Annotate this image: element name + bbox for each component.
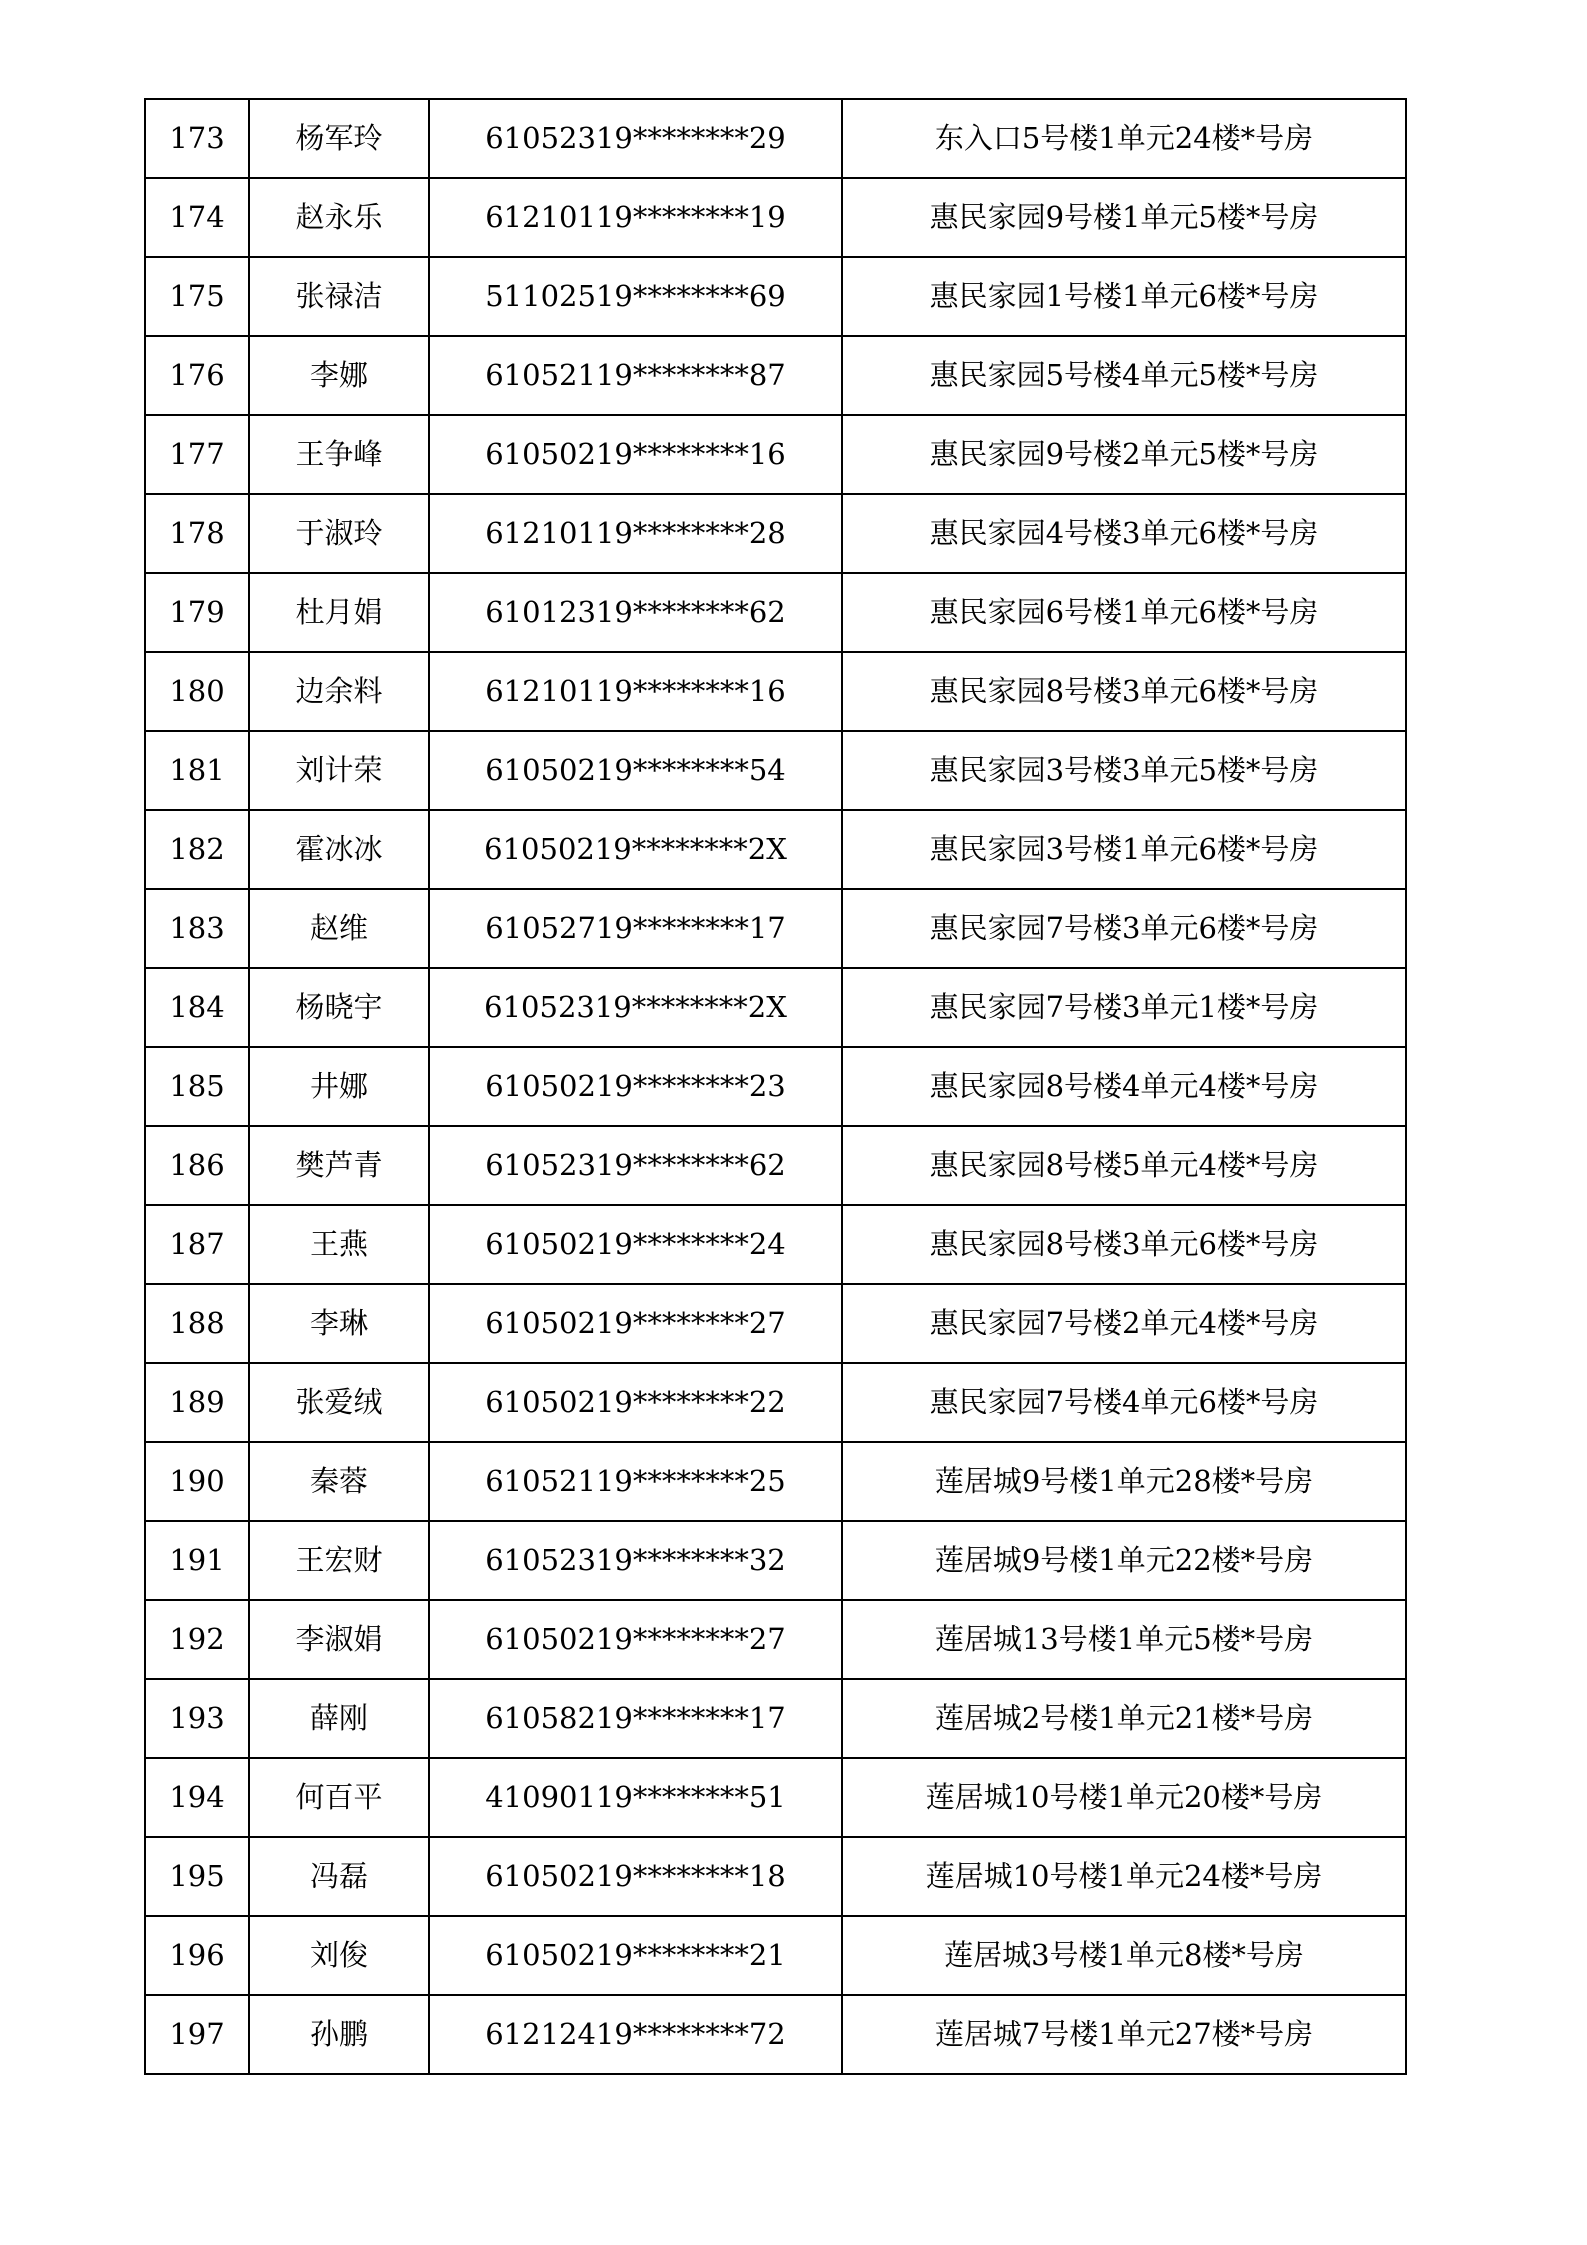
table-row [145,1047,1406,1126]
seq-cell: 174 [145,178,249,257]
name-cell: 赵永乐 [249,178,429,257]
id-number-cell: 61052319********29 [429,99,842,178]
table-row [145,336,1406,415]
id-number-cell: 61050219********18 [429,1837,842,1916]
id-number-cell: 51102519********69 [429,257,842,336]
id-number-cell: 61052119********87 [429,336,842,415]
id-number-cell: 61058219********17 [429,1679,842,1758]
table-row [145,731,1406,810]
seq-cell: 192 [145,1600,249,1679]
seq-cell: 183 [145,889,249,968]
seq-cell: 180 [145,652,249,731]
address-cell: 惠民家园7号楼3单元1楼*号房 [842,968,1406,1047]
address-cell: 莲居城10号楼1单元24楼*号房 [842,1837,1406,1916]
name-cell: 何百平 [249,1758,429,1837]
seq-cell: 182 [145,810,249,889]
name-cell: 边余料 [249,652,429,731]
address-cell: 莲居城13号楼1单元5楼*号房 [842,1600,1406,1679]
address-cell: 惠民家园1号楼1单元6楼*号房 [842,257,1406,336]
name-cell: 王燕 [249,1205,429,1284]
table-row [145,257,1406,336]
table-row [145,1442,1406,1521]
id-number-cell: 61210119********28 [429,494,842,573]
roster-table-body [145,99,1406,2074]
address-cell: 惠民家园6号楼1单元6楼*号房 [842,573,1406,652]
name-cell: 赵维 [249,889,429,968]
table-row [145,1284,1406,1363]
id-number-cell: 61210119********19 [429,178,842,257]
id-number-cell: 61210119********16 [429,652,842,731]
id-number-cell: 61050219********22 [429,1363,842,1442]
document-page [144,98,1405,2075]
name-cell: 刘俊 [249,1916,429,1995]
seq-cell: 191 [145,1521,249,1600]
name-cell: 李琳 [249,1284,429,1363]
table-row [145,1521,1406,1600]
id-number-cell: 61050219********27 [429,1600,842,1679]
address-cell: 惠民家园3号楼1单元6楼*号房 [842,810,1406,889]
address-cell: 惠民家园7号楼3单元6楼*号房 [842,889,1406,968]
address-cell: 莲居城3号楼1单元8楼*号房 [842,1916,1406,1995]
seq-cell: 173 [145,99,249,178]
address-cell: 惠民家园8号楼5单元4楼*号房 [842,1126,1406,1205]
table-row [145,1363,1406,1442]
address-cell: 惠民家园9号楼2单元5楼*号房 [842,415,1406,494]
table-row [145,99,1406,178]
seq-cell: 175 [145,257,249,336]
roster-table [144,98,1407,2075]
seq-cell: 187 [145,1205,249,1284]
address-cell: 惠民家园7号楼4单元6楼*号房 [842,1363,1406,1442]
name-cell: 王宏财 [249,1521,429,1600]
id-number-cell: 61052319********32 [429,1521,842,1600]
table-row [145,1679,1406,1758]
name-cell: 王争峰 [249,415,429,494]
table-row [145,1126,1406,1205]
id-number-cell: 61052119********25 [429,1442,842,1521]
table-row [145,810,1406,889]
id-number-cell: 61050219********23 [429,1047,842,1126]
address-cell: 莲居城9号楼1单元22楼*号房 [842,1521,1406,1600]
seq-cell: 195 [145,1837,249,1916]
table-row [145,1758,1406,1837]
name-cell: 薛刚 [249,1679,429,1758]
table-row [145,1600,1406,1679]
id-number-cell: 41090119********51 [429,1758,842,1837]
seq-cell: 196 [145,1916,249,1995]
seq-cell: 197 [145,1995,249,2074]
id-number-cell: 61050219********21 [429,1916,842,1995]
id-number-cell: 61212419********72 [429,1995,842,2074]
address-cell: 惠民家园8号楼3单元6楼*号房 [842,652,1406,731]
address-cell: 惠民家园8号楼3单元6楼*号房 [842,1205,1406,1284]
table-row [145,573,1406,652]
id-number-cell: 61050219********54 [429,731,842,810]
name-cell: 张禄洁 [249,257,429,336]
name-cell: 杨晓宇 [249,968,429,1047]
address-cell: 莲居城10号楼1单元20楼*号房 [842,1758,1406,1837]
table-row [145,1916,1406,1995]
table-row [145,652,1406,731]
address-cell: 莲居城9号楼1单元28楼*号房 [842,1442,1406,1521]
table-row [145,178,1406,257]
table-row [145,889,1406,968]
address-cell: 莲居城2号楼1单元21楼*号房 [842,1679,1406,1758]
seq-cell: 184 [145,968,249,1047]
seq-cell: 185 [145,1047,249,1126]
address-cell: 惠民家园7号楼2单元4楼*号房 [842,1284,1406,1363]
name-cell: 李淑娟 [249,1600,429,1679]
table-row [145,415,1406,494]
seq-cell: 178 [145,494,249,573]
address-cell: 东入口5号楼1单元24楼*号房 [842,99,1406,178]
name-cell: 李娜 [249,336,429,415]
address-cell: 莲居城7号楼1单元27楼*号房 [842,1995,1406,2074]
seq-cell: 186 [145,1126,249,1205]
name-cell: 冯磊 [249,1837,429,1916]
address-cell: 惠民家园5号楼4单元5楼*号房 [842,336,1406,415]
seq-cell: 190 [145,1442,249,1521]
address-cell: 惠民家园9号楼1单元5楼*号房 [842,178,1406,257]
id-number-cell: 61052719********17 [429,889,842,968]
table-row [145,494,1406,573]
id-number-cell: 61050219********24 [429,1205,842,1284]
id-number-cell: 61012319********62 [429,573,842,652]
seq-cell: 179 [145,573,249,652]
name-cell: 杨军玲 [249,99,429,178]
seq-cell: 176 [145,336,249,415]
seq-cell: 194 [145,1758,249,1837]
id-number-cell: 61052319********62 [429,1126,842,1205]
id-number-cell: 61052319********2X [429,968,842,1047]
seq-cell: 193 [145,1679,249,1758]
address-cell: 惠民家园3号楼3单元5楼*号房 [842,731,1406,810]
name-cell: 于淑玲 [249,494,429,573]
seq-cell: 177 [145,415,249,494]
table-row [145,968,1406,1047]
address-cell: 惠民家园4号楼3单元6楼*号房 [842,494,1406,573]
id-number-cell: 61050219********16 [429,415,842,494]
table-row [145,1995,1406,2074]
name-cell: 刘计荣 [249,731,429,810]
seq-cell: 181 [145,731,249,810]
id-number-cell: 61050219********27 [429,1284,842,1363]
name-cell: 霍冰冰 [249,810,429,889]
name-cell: 张爱绒 [249,1363,429,1442]
address-cell: 惠民家园8号楼4单元4楼*号房 [842,1047,1406,1126]
seq-cell: 189 [145,1363,249,1442]
name-cell: 秦蓉 [249,1442,429,1521]
table-row [145,1205,1406,1284]
name-cell: 孙鹏 [249,1995,429,2074]
name-cell: 井娜 [249,1047,429,1126]
name-cell: 杜月娟 [249,573,429,652]
id-number-cell: 61050219********2X [429,810,842,889]
seq-cell: 188 [145,1284,249,1363]
name-cell: 樊芦青 [249,1126,429,1205]
table-row [145,1837,1406,1916]
